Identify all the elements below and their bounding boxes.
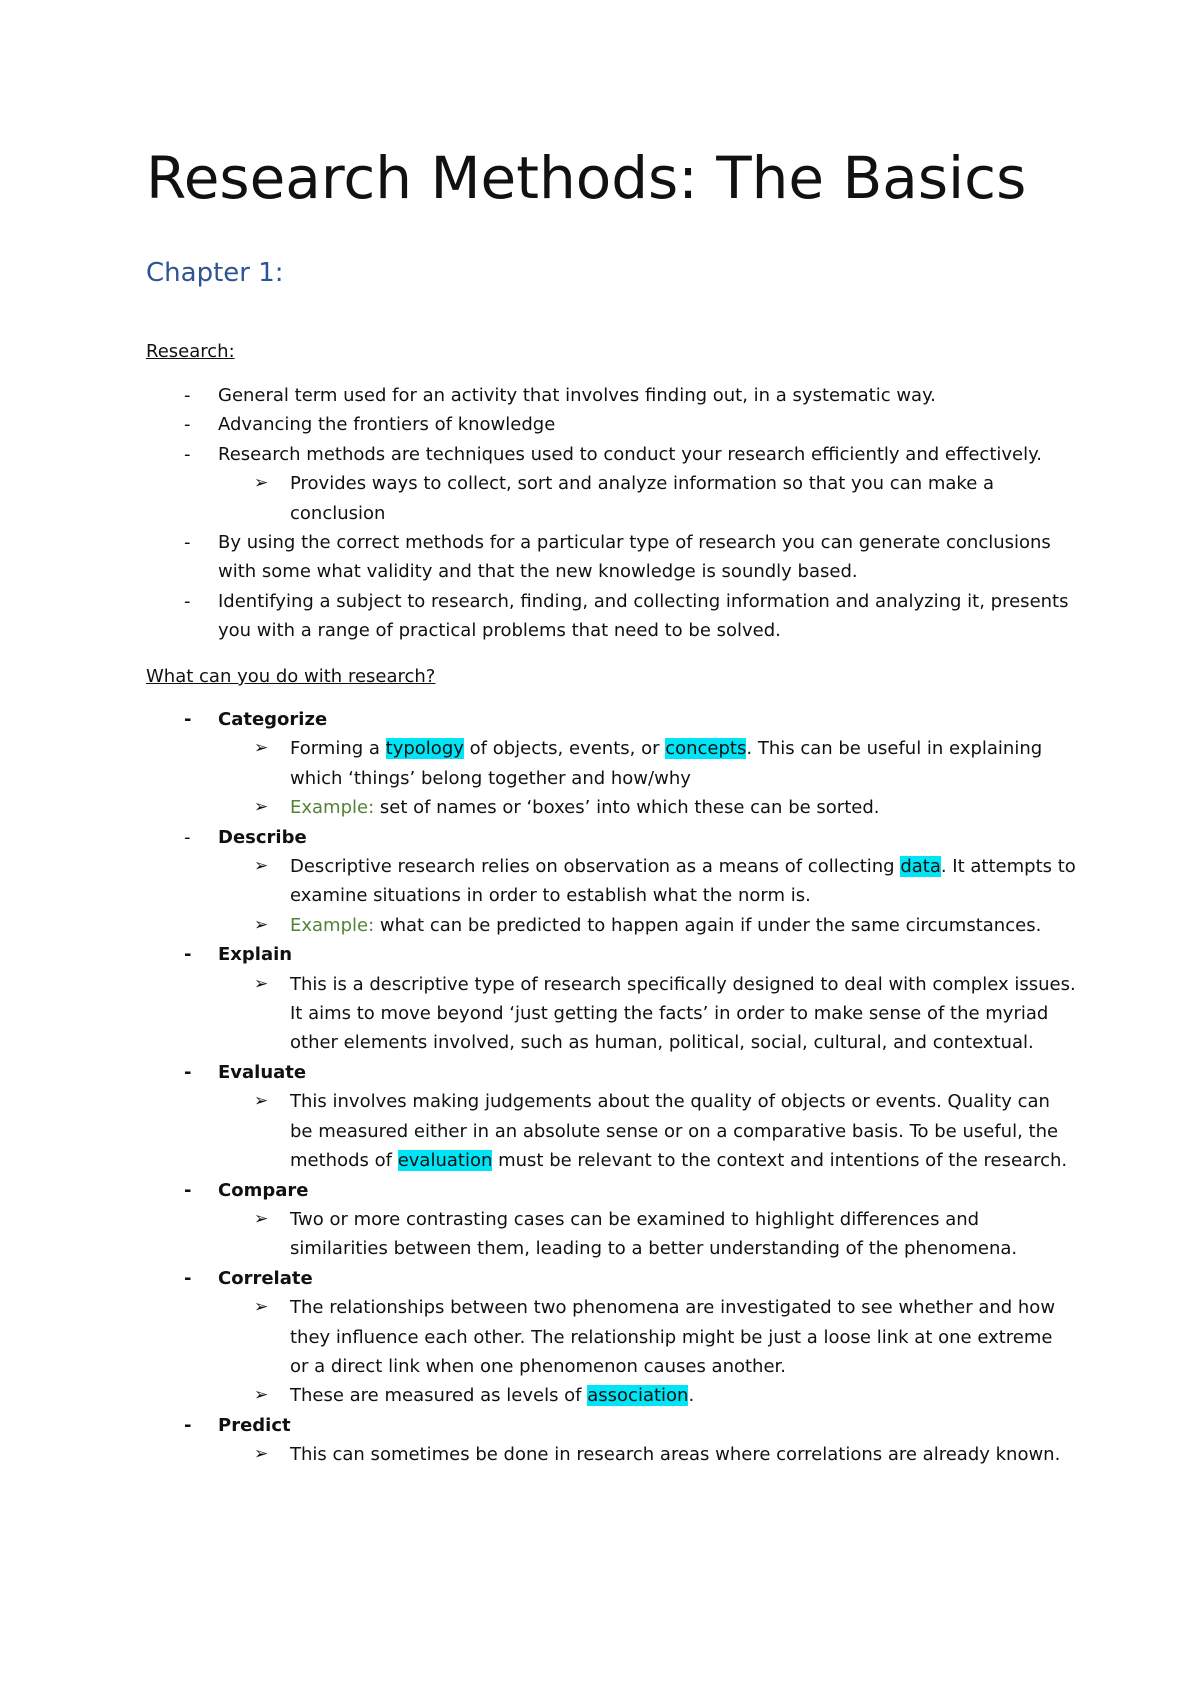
- list-item-correlate: - Correlate: [146, 1264, 1076, 1293]
- sub-list-item: ➢ The relationships between two phenomena are investigated to see whether and how they influence each other. The relationship might be just a loose link at one extreme or a direct link when one phenomenon causes another.: [146, 1293, 1076, 1381]
- list-item-explain: - Explain: [146, 940, 1076, 969]
- arrow-bullet-icon: ➢: [254, 973, 269, 994]
- dash-bullet: -: [184, 443, 191, 465]
- dash-bullet: -: [184, 709, 192, 730]
- sub-list-item: ➢ Example: set of names or ‘boxes’ into which these can be sorted.: [146, 793, 1076, 822]
- dash-bullet: -: [184, 1179, 192, 1201]
- arrow-bullet-icon: ➢: [254, 856, 269, 877]
- dash-bullet: -: [184, 590, 191, 612]
- list-item-compare: - Compare: [146, 1176, 1076, 1205]
- list-item-describe: - Describe: [146, 823, 1076, 852]
- arrow-bullet-icon: ➢: [254, 1385, 269, 1406]
- sub-list-item: ➢ This can sometimes be done in research areas where correlations are already known.: [146, 1440, 1076, 1469]
- sub-list-item: ➢ Example: what can be predicted to happen again if under the same circumstances.: [146, 911, 1076, 940]
- sub-list-item: ➢ Descriptive research relies on observation as a means of collecting data. It attempts to examine situations in order to establish what the norm is.: [146, 852, 1076, 911]
- example-label: Example:: [290, 914, 375, 936]
- dash-bullet: -: [184, 826, 191, 848]
- research-heading: Research:: [146, 341, 235, 362]
- list-item: - By using the correct methods for a particular type of research you can generate conclusions with some what validity and that the new knowledge is soundly based.: [146, 528, 1076, 587]
- dash-bullet: -: [184, 414, 191, 436]
- arrow-bullet-icon: ➢: [254, 1444, 269, 1465]
- sub-list-item: ➢ Two or more contrasting cases can be examined to highlight differences and similarities between them, leading to a better understanding of the phenomena.: [146, 1205, 1076, 1264]
- highlighted-term: concepts: [665, 738, 747, 760]
- list-item-evaluate: - Evaluate: [146, 1058, 1076, 1087]
- dash-bullet: -: [184, 944, 192, 966]
- sub-list-item: ➢ This is a descriptive type of research specifically designed to deal with complex issues. It aims to move beyond ‘just getting the facts’ in order to make sense of the myriad other elements involved, such as human, political, social, cultural, and contextual.: [146, 970, 1076, 1058]
- chapter-heading: Chapter 1:: [146, 258, 284, 288]
- list-item: - Research methods are techniques used to conduct your research efficiently and effectively.: [146, 440, 1076, 469]
- list-item-predict: - Predict: [146, 1411, 1076, 1440]
- arrow-bullet-icon: ➢: [254, 914, 269, 935]
- list-item: - Identifying a subject to research, finding, and collecting information and analyzing it, presents you with a range of practical problems that need to be solved.: [146, 587, 1076, 646]
- dash-bullet: -: [184, 1414, 192, 1436]
- arrow-bullet-icon: ➢: [254, 1297, 269, 1318]
- sub-list-item: ➢ These are measured as levels of association.: [146, 1381, 1076, 1410]
- dash-bullet: -: [184, 1267, 192, 1289]
- dash-bullet: -: [184, 385, 191, 406]
- sub-list-item: ➢ This involves making judgements about the quality of objects or events. Quality can be measured either in an absolute sense or on a comparative basis. To be useful, the methods of evaluation must be relevant to the context and intentions of the research.: [146, 1087, 1076, 1175]
- highlighted-term: typology: [385, 738, 464, 760]
- highlighted-term: data: [900, 856, 941, 878]
- list-item: - General term used for an activity that involves finding out, in a systematic way.: [146, 381, 1076, 410]
- uses-list: [146, 705, 1076, 1470]
- sub-list-item: ➢ Provides ways to collect, sort and analyze information so that you can make a conclusion: [146, 469, 1076, 528]
- dash-bullet: -: [184, 1061, 192, 1083]
- list-item-categorize: - Categorize: [146, 705, 1076, 734]
- dash-bullet: -: [184, 532, 191, 554]
- arrow-bullet-icon: ➢: [254, 1091, 269, 1112]
- arrow-bullet-icon: ➢: [254, 738, 269, 759]
- arrow-bullet-icon: ➢: [254, 797, 269, 818]
- highlighted-term: association: [587, 1385, 689, 1407]
- example-label: Example:: [290, 797, 375, 819]
- document-title: Research Methods: The Basics: [146, 144, 1027, 212]
- highlighted-term: evaluation: [397, 1150, 493, 1172]
- arrow-bullet-icon: ➢: [254, 1208, 269, 1229]
- uses-heading: What can you do with research?: [146, 666, 436, 687]
- sub-list-item: ➢ Forming a typology of objects, events, or concepts. This can be useful in explaining which ‘things’ belong together and how/why: [146, 734, 1076, 793]
- list-item: - Advancing the frontiers of knowledge: [146, 410, 1076, 439]
- arrow-bullet-icon: ➢: [254, 473, 269, 494]
- research-list: [146, 381, 1076, 646]
